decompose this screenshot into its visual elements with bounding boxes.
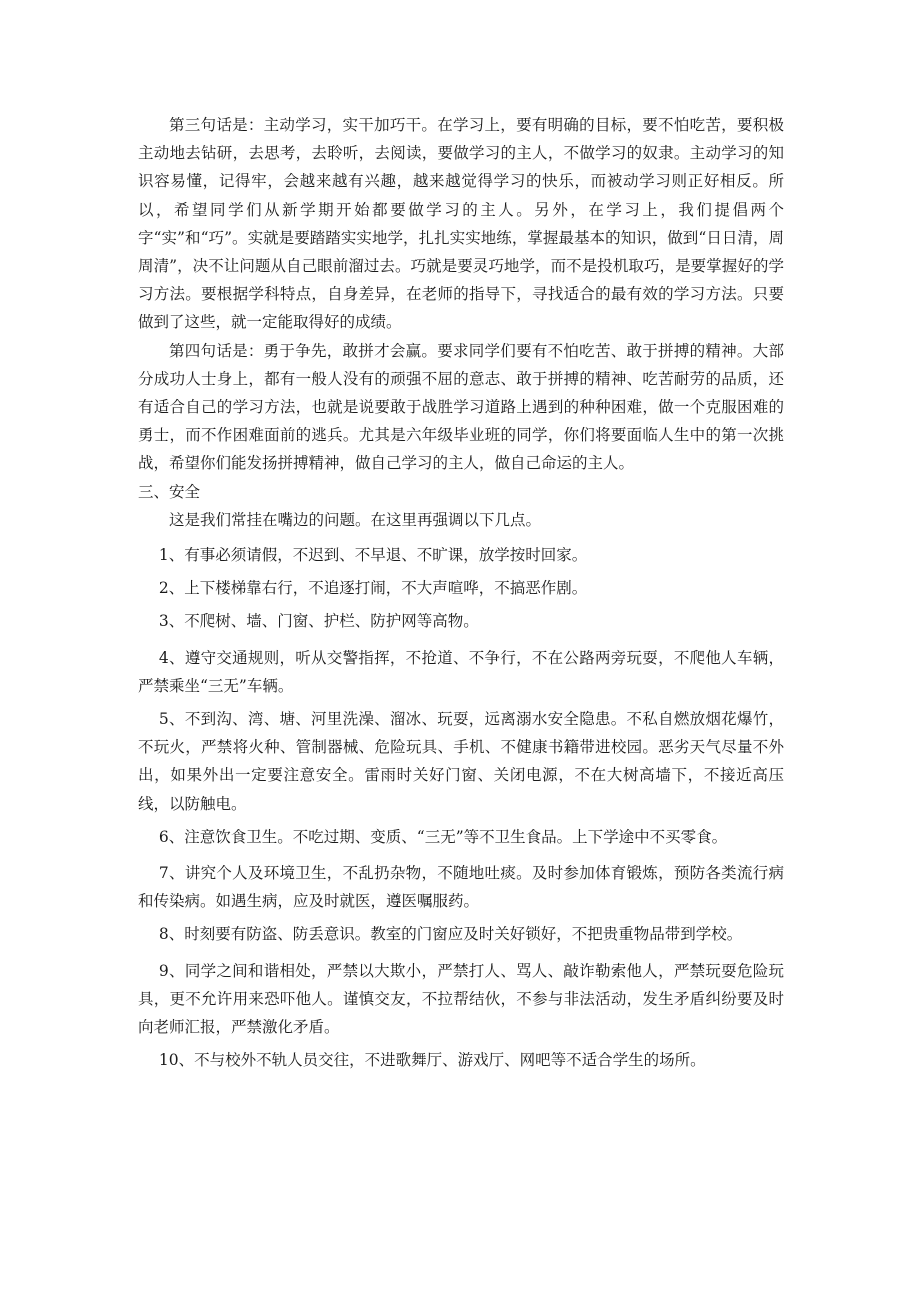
list-item: 4、遵守交通规则，听从交警指挥，不抢道、不争行，不在公路两旁玩耍，不爬他人车辆，严禁乘坐“三无”车辆。 [138, 648, 784, 695]
list-item: 9、同学之间和谐相处，严禁以大欺小，严禁打人、骂人、敲诈勒索他人，严禁玩耍危险玩具，更不允许用来恐吓他人。谨慎交友，不拉帮结伙，不参与非法活动，发生矛盾纠纷要及时向老师汇报，严禁激化矛盾。 [138, 961, 784, 1037]
list-item: 2、上下楼梯靠右行，不追逐打闹，不大声喧哗，不搞恶作剧。 [158, 579, 588, 598]
list-item: 1、有事必须请假，不迟到、不早退、不旷课，放学按时回家。 [158, 546, 588, 565]
document-page [138, 111, 784, 1080]
list-item: 7、讲究个人及环境卫生，不乱扔杂物，不随地吐痰。及时参加体育锻炼，预防各类流行病和传染病。如遇生病，应及时就医，遵医嘱服药。 [138, 864, 784, 911]
list-item: 10、不与校外不轨人员交往，不进歌舞厅、游戏厅、网吧等不适合学生的场所。 [158, 1051, 706, 1070]
list-item: 6、注意饮食卫生。不吃过期、变质、“三无”等不卫生食品。上下学途中不买零食。 [158, 827, 728, 846]
list-item: 8、时刻要有防盗、防丢意识。教室的门窗应及时关好锁好，不把贵重物品带到学校。 [158, 925, 743, 944]
paragraph-fourth-saying: 第四句话是：勇于争先，敢拼才会赢。要求同学们要有不怕吃苦、敢于拼搏的精神。大部分成功人士身上，都有一般人没有的顽强不屈的意志、敢于拼搏的精神、吃苦耐劳的品质，还有适合自己的学习方法，也就是说要敢于战胜学习道路上遇到的种种困难，做一个克服困难的勇士，而不作困难面前的逃兵。尤其是六年级毕业班的同学，你们将要面临人生中的第一次挑战，希望你们能发扬拼搏精神，做自己学习的主人，做自己命运的主人。 [138, 341, 784, 473]
section-heading-safety: 三、安全 [138, 482, 201, 501]
section-intro: 这是我们常挂在嘴边的问题。在这里再强调以下几点。 [169, 510, 542, 529]
paragraph-third-saying: 第三句话是：主动学习，实干加巧干。在学习上，要有明确的目标，要不怕吃苦，要积极主动地去钻研，去思考，去聆听，去阅读，要做学习的主人，不做学习的奴隶。主动学习的知识容易懂，记得牢，会越来越有兴趣，越来越觉得学习的快乐，而被动学习则正好相反。所以，希望同学们从新学期开始都要做学习的主人。另外，在学习上，我们提倡两个字“实”和“巧”。实就是要踏踏实实地学，扎扎实实地练，掌握最基本的知识，做到“日日清，周周清”，决不让问题从自己眼前溜过去。巧就是要灵巧地学，而不是投机取巧，是要掌握好的学习方法。要根据学科特点，自身差异，在老师的指导下，寻找适合的最有效的学习方法。只要做到了这些，就一定能取得好的成绩。 [138, 116, 784, 332]
list-item: 5、不到沟、湾、塘、河里洗澡、溜冰、玩耍，远离溺水安全隐患。不私自燃放烟花爆竹，不玩火，严禁将火种、管制器械、危险玩具、手机、不健康书籍带进校园。恶劣天气尽量不外出，如果外出一定要注意安全。雷雨时关好门窗、关闭电源，不在大树高墙下，不接近高压线，以防触电。 [138, 710, 784, 813]
list-item: 3、不爬树、墙、门窗、护栏、防护网等高物。 [158, 612, 479, 631]
